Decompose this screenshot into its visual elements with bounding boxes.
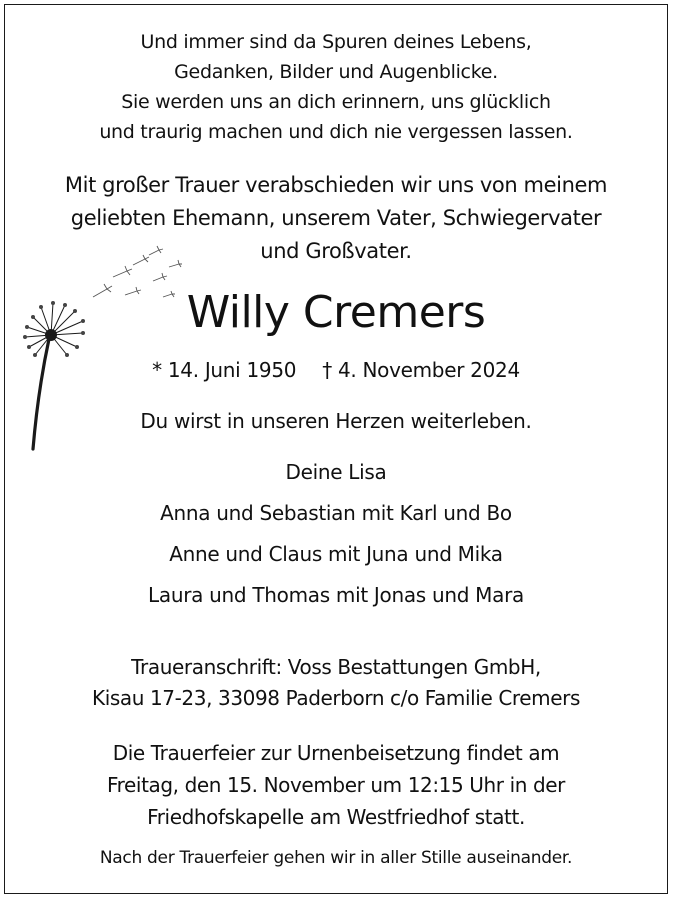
ceremony-line: Freitag, den 15. November um 12:15 Uhr in der [106, 773, 566, 797]
family-line: Anne und Claus mit Juna und Mika [169, 542, 503, 566]
ceremony-line: Friedhofskapelle am Westfriedhof statt. [147, 805, 525, 829]
obituary-notice [4, 4, 668, 894]
motto: Du wirst in unseren Herzen weiterleben. [140, 409, 532, 433]
birth-date: * 14. Juni 1950 [152, 358, 297, 382]
poem-line: Sie werden uns an dich erinnern, uns glücklich [121, 91, 551, 113]
family-line: Anna und Sebastian mit Karl und Bo [160, 501, 512, 525]
intro-line: Mit großer Trauer verabschieden wir uns von meinem [64, 173, 608, 197]
intro-line: geliebten Ehemann, unserem Vater, Schwiegervater [70, 206, 602, 230]
address-line: Kisau 17-23, 33098 Paderborn c/o Familie Cremers [91, 686, 581, 710]
address-line: Traueranschrift: Voss Bestattungen GmbH, [131, 655, 541, 679]
intro-line: und Großvater. [260, 239, 412, 263]
life-dates [5, 358, 667, 382]
death-date: † 4. November 2024 [322, 358, 520, 382]
poem-line: Gedanken, Bilder und Augenblicke. [174, 61, 498, 83]
closing-line: Nach der Trauerfeier gehen wir in aller Stille auseinander. [99, 848, 573, 868]
poem-line: Und immer sind da Spuren deines Lebens, [140, 31, 532, 53]
poem-line: und traurig machen und dich nie vergessen lassen. [99, 121, 573, 143]
ceremony-line: Die Trauerfeier zur Urnenbeisetzung findet am [112, 741, 560, 765]
deceased-name: Willy Cremers [186, 287, 486, 338]
family-line: Laura und Thomas mit Jonas und Mara [148, 583, 524, 607]
family-line: Deine Lisa [285, 460, 387, 484]
